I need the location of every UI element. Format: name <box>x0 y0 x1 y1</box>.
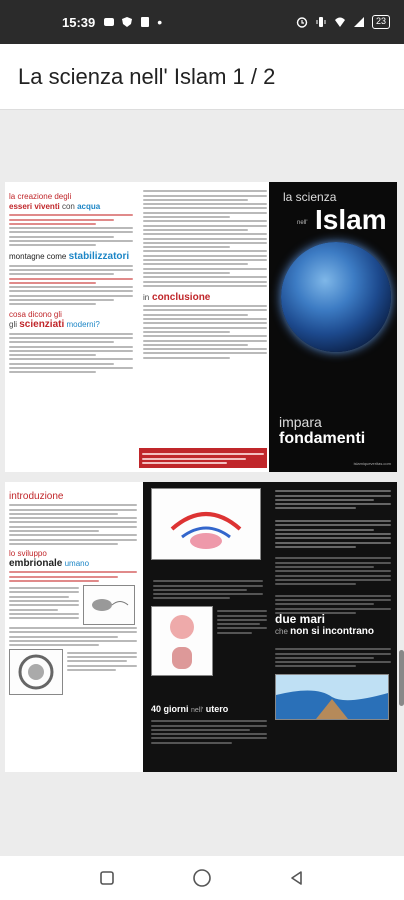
heading-40-c: utero <box>205 704 229 714</box>
reproductive-diagram <box>151 488 261 560</box>
cover-panel <box>269 182 397 472</box>
heading-scientists-c-prefix: gli <box>9 320 20 330</box>
pdf-page-2[interactable] <box>5 482 397 772</box>
alarm-icon <box>296 16 308 28</box>
heading-creation-c: con <box>61 202 75 211</box>
heading-creation-a: la creazione degli <box>9 192 72 201</box>
heading-intro: introduzione <box>9 491 64 502</box>
wifi-icon <box>334 16 346 28</box>
heading-dev-c: umano <box>64 558 90 568</box>
embryo-figure-3 <box>151 606 213 676</box>
status-time: 15:39 <box>62 14 96 30</box>
heading-creation-b: esseri viventi <box>9 202 60 211</box>
app-bar <box>0 44 404 110</box>
page1-column-1 <box>5 182 137 472</box>
cover-title-c: Islam <box>315 204 387 235</box>
sim-icon <box>139 16 151 28</box>
heading-scientists-c: moderni? <box>66 320 100 330</box>
page2-dark-section <box>143 482 397 772</box>
contact-box <box>139 448 267 468</box>
signal-icon <box>353 16 365 28</box>
heading-40-b: nell' <box>191 707 204 714</box>
heading-mountains-a: montagne come <box>9 252 67 262</box>
pdf-viewer[interactable] <box>0 110 404 856</box>
recents-icon <box>99 870 115 886</box>
vibrate-icon <box>315 16 327 28</box>
heading-conclusion-b: conclusione <box>152 291 211 303</box>
heading-creation-d: acqua <box>77 202 101 211</box>
battery-indicator: 23 <box>372 15 390 29</box>
cover-title-a: la scienza <box>283 190 337 204</box>
heading-40-a: 40 giorni <box>151 704 189 714</box>
heading-dev-a: lo sviluppo <box>9 548 47 558</box>
page1-column-2 <box>139 182 271 472</box>
page2-column-1 <box>5 482 141 772</box>
back-button[interactable] <box>287 868 307 888</box>
earth-image <box>281 242 391 352</box>
embryo-figure-1 <box>83 585 135 625</box>
cover-site: islamiqueveritas.com <box>353 461 391 466</box>
recents-button[interactable] <box>97 868 117 888</box>
heading-seas-a: due mari <box>275 612 326 626</box>
cover-title-b: nell' <box>297 220 308 226</box>
status-bar <box>0 0 404 44</box>
embryo-figure-2 <box>9 649 63 695</box>
heading-seas-b: che <box>275 627 288 636</box>
dot-icon: • <box>157 14 163 30</box>
pdf-page-1[interactable] <box>5 182 397 472</box>
home-icon <box>192 868 212 888</box>
document-title: La scienza nell' Islam 1 / 2 <box>18 63 276 89</box>
home-button[interactable] <box>192 868 212 888</box>
scrollbar-handle[interactable] <box>399 650 404 706</box>
seas-diagram <box>275 674 389 720</box>
heading-scientists-a: cosa dicono gli <box>9 310 62 320</box>
heading-scientists-b: scienziati <box>19 319 65 331</box>
heading-conclusion-a: in <box>143 292 150 302</box>
back-icon <box>289 870 305 886</box>
shield-icon <box>121 16 133 28</box>
cover-sub-a: impara <box>279 414 322 430</box>
notification-icon <box>103 16 115 28</box>
heading-dev-b: embrionale <box>9 557 63 569</box>
heading-mountains-b: stabilizzatori <box>68 251 130 263</box>
cover-sub-b: fondamenti <box>279 430 366 447</box>
navigation-bar <box>0 856 404 900</box>
heading-seas-c: non si incontrano <box>290 626 375 637</box>
